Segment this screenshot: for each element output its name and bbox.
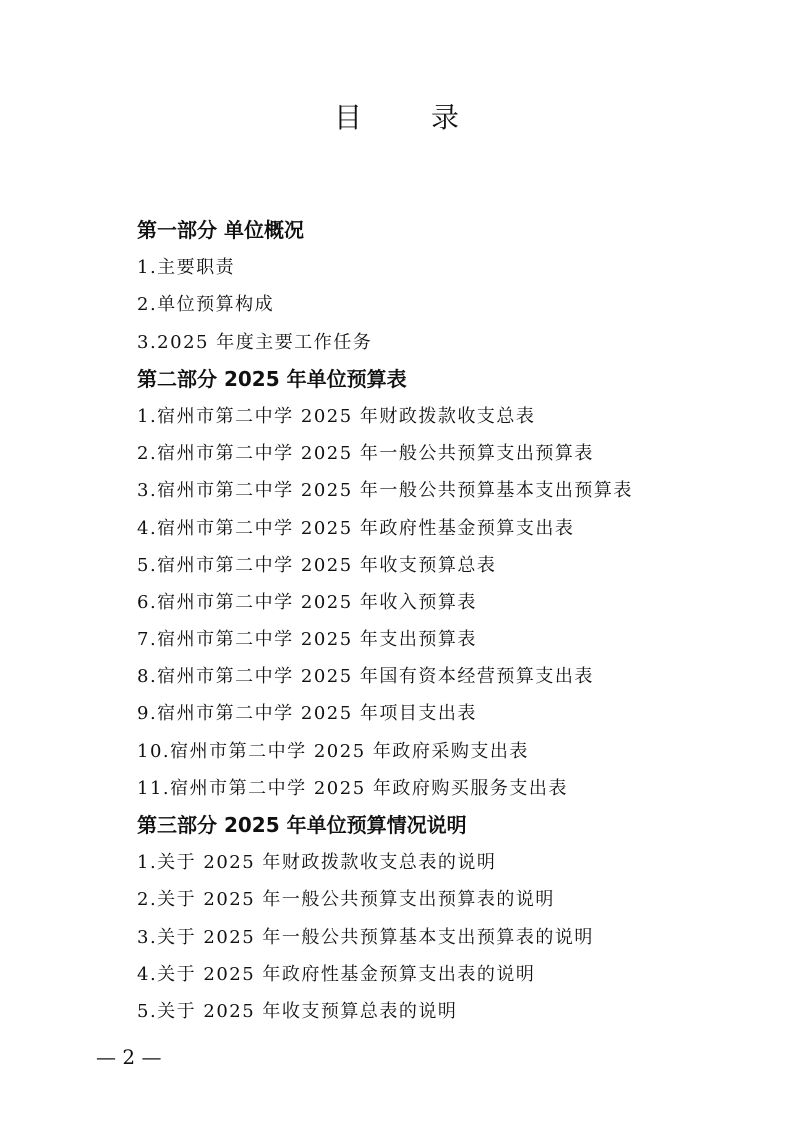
toc-item[interactable]: 1.宿州市第二中学 2025 年财政拨款收支总表 [137,405,536,427]
toc-item[interactable]: 5.宿州市第二中学 2025 年收支预算总表 [137,554,497,576]
toc-item[interactable]: 7.宿州市第二中学 2025 年支出预算表 [137,629,477,651]
toc-item[interactable]: 2.关于 2025 年一般公共预算支出预算表的说明 [137,889,555,911]
toc-item[interactable]: 1.主要职责 [137,257,236,279]
toc-item[interactable]: 5.关于 2025 年收支预算总表的说明 [137,1000,458,1022]
section-heading-part-3[interactable]: 第三部分 2025 年单位预算情况说明 [137,813,467,837]
table-of-contents [137,212,757,1030]
section-heading-part-1[interactable]: 第一部分 单位概况 [137,218,304,242]
toc-item[interactable]: 3.宿州市第二中学 2025 年一般公共预算基本支出预算表 [137,480,633,502]
toc-item[interactable]: 2.宿州市第二中学 2025 年一般公共预算支出预算表 [137,443,594,465]
toc-item[interactable]: 11.宿州市第二中学 2025 年政府购买服务支出表 [137,777,568,799]
toc-item[interactable]: 6.宿州市第二中学 2025 年收入预算表 [137,591,477,613]
toc-item[interactable]: 4.宿州市第二中学 2025 年政府性基金预算支出表 [137,517,575,539]
section-heading-part-2[interactable]: 第二部分 2025 年单位预算表 [137,366,407,391]
toc-item[interactable]: 10.宿州市第二中学 2025 年政府采购支出表 [137,740,529,762]
page-number: — 2 — [96,1045,162,1069]
toc-item[interactable]: 3.2025 年度主要工作任务 [137,331,373,353]
toc-item[interactable]: 3.关于 2025 年一般公共预算基本支出预算表的说明 [137,926,594,948]
toc-item[interactable]: 4.关于 2025 年政府性基金预算支出表的说明 [137,963,536,985]
toc-item[interactable]: 2.单位预算构成 [137,294,275,316]
toc-item[interactable]: 1.关于 2025 年财政拨款收支总表的说明 [137,852,497,874]
toc-item[interactable]: 8.宿州市第二中学 2025 年国有资本经营预算支出表 [137,666,594,688]
toc-item[interactable]: 9.宿州市第二中学 2025 年项目支出表 [137,703,477,725]
page-title: 目 录 [334,101,489,134]
